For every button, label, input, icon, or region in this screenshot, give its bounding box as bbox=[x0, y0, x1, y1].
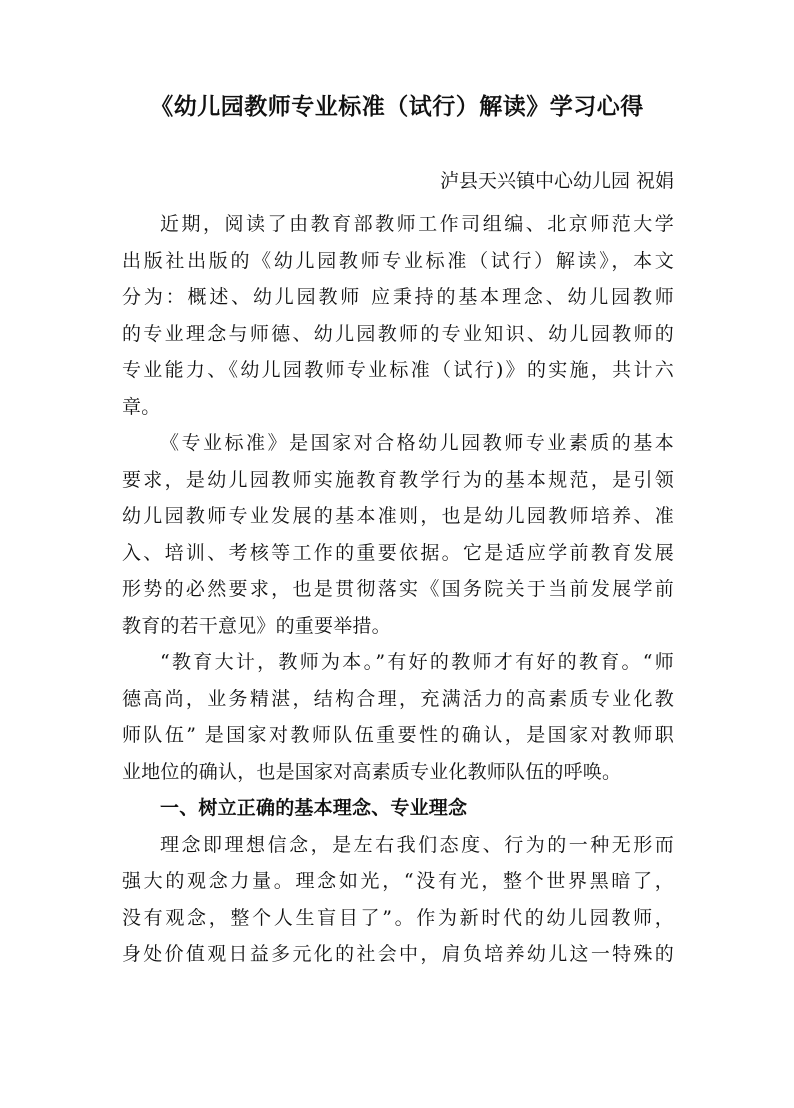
paragraph-line: 身处价值观日益多元化的社会中，肩负培养幼儿这一特殊的 bbox=[122, 943, 674, 965]
paragraph-line: 理念即理想信念，是左右我们态度、行为的一种无形而 bbox=[160, 833, 674, 856]
paragraph-line: 幼儿园教师专业发展的基本准则，也是幼儿园教师培养、准 bbox=[122, 505, 674, 527]
paragraph-line: 出版社出版的《幼儿园教师专业标准（试行）解读》，本文 bbox=[122, 249, 674, 272]
paragraph-line: 德高尚，业务精湛，结构合理，充满活力的高素质专业化教 bbox=[122, 687, 674, 710]
document-body bbox=[122, 206, 674, 973]
paragraph-line: 近期，阅读了由教育部教师工作司组编、北京师范大学 bbox=[160, 213, 674, 235]
paragraph-line: 入、培训、考核等工作的重要依据。它是适应学前教育发展 bbox=[122, 541, 674, 564]
paragraph-line: 分为：概述、幼儿园教师 应秉持的基本理念、幼儿园教师 bbox=[122, 286, 674, 308]
paragraph-line: 章。 bbox=[122, 395, 161, 418]
paragraph-line: 业地位的确认，也是国家对高素质专业化教师队伍的呼唤。 bbox=[122, 760, 622, 783]
section-heading: 一、树立正确的基本理念、专业理念 bbox=[160, 797, 468, 819]
paragraph-line: “教育大计，教师为本。”有好的教师才有好的教育。“师 bbox=[160, 651, 674, 673]
paragraph-line: 师队伍” 是国家对教师队伍重要性的确认，是国家对教师职 bbox=[122, 724, 674, 746]
document-title: 《幼儿园教师专业标准（试行）解读》学习心得 bbox=[150, 93, 644, 120]
paragraph-line: 教育的若干意见》的重要举措。 bbox=[122, 614, 391, 637]
paragraph-line: 的专业理念与师德、幼儿园教师的专业知识、幼儿园教师的 bbox=[122, 322, 674, 345]
paragraph-line: 专业能力、《幼儿园教师专业标准（试行)》的实施，共计六 bbox=[122, 359, 674, 381]
paragraph-line: 要求，是幼儿园教师实施教育教学行为的基本规范，是引领 bbox=[122, 468, 674, 491]
paragraph-line: 形势的必然要求，也是贯彻落实《国务院关于当前发展学前 bbox=[122, 578, 674, 600]
paragraph-line: 没有观念，整个人生盲目了”。作为新时代的幼儿园教师， bbox=[122, 906, 674, 929]
paragraph-line: 强大的观念力量。理念如光，“没有光，整个世界黑暗了， bbox=[122, 870, 674, 892]
document-author: 泸县天兴镇中心幼儿园 祝娟 bbox=[439, 170, 674, 192]
paragraph-line: 《专业标准》是国家对合格幼儿园教师专业素质的基本 bbox=[160, 432, 674, 454]
